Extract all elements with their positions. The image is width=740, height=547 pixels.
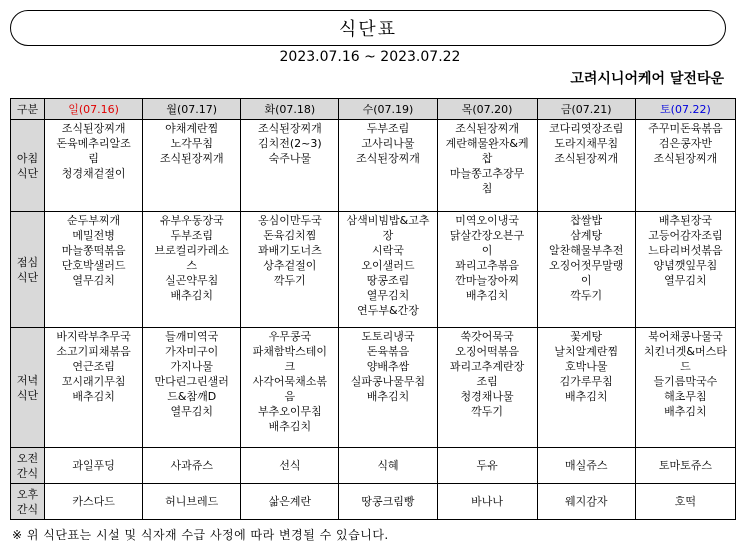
menu-item: 김치전(2~3) [258, 137, 322, 150]
menu-item: 옹심이만두국 [257, 214, 322, 227]
menu-table [10, 98, 736, 520]
menu-item: 청경채겉절이 [61, 167, 126, 180]
menu-item: 부추오이무침 [257, 405, 322, 418]
title-text: 식단표 [338, 19, 398, 40]
menu-item: 장 [382, 229, 394, 242]
menu-item: 해초무침 [664, 390, 707, 403]
meal-label-line: 오전 [16, 451, 39, 465]
menu-item: 고사리나물 [361, 137, 415, 150]
meal-label-line: 식단 [16, 166, 39, 180]
menu-item: 쑥갓어묵국 [460, 330, 514, 343]
menu-item: 만다린그린샐러 [154, 375, 229, 388]
menu-item: 주꾸미돈육볶음 [648, 122, 723, 135]
meal-label-line: 아침 [16, 151, 39, 165]
menu-cell [143, 120, 241, 212]
organization-name: 고려시니어케어 달전타운 [570, 71, 724, 87]
menu-item: 숙주나물 [268, 152, 312, 165]
menu-item: 실파콩나물무침 [350, 375, 426, 388]
menu-item: 시락국 [372, 244, 404, 257]
meal-row-dinner [11, 328, 736, 448]
menu-cell [537, 120, 635, 212]
menu-item: 배추김치 [564, 390, 608, 403]
menu-item: 조식된장찌개 [554, 152, 619, 165]
menu-cell [241, 212, 339, 328]
meal-label-line: 오후 [16, 487, 39, 501]
menu-item: 고등어감자조림 [648, 229, 723, 242]
meal-label-line: 식단 [16, 270, 39, 284]
menu-item: 드&참깨D [167, 390, 217, 403]
snack-item: 바나나 [437, 484, 537, 520]
menu-item: 연두부&간장 [357, 304, 419, 317]
menu-item: 배추김치 [465, 289, 509, 302]
menu-item: 바지락부추무국 [56, 330, 131, 343]
menu-cell [241, 120, 339, 212]
menu-cell [635, 120, 735, 212]
snack-item: 토마토쥬스 [635, 448, 735, 484]
menu-item: 꽃게탕 [570, 330, 603, 343]
menu-cell [45, 328, 143, 448]
menu-item: 단호박샐러드 [61, 259, 126, 272]
menu-item: 알찬해물부추전 [549, 244, 624, 257]
menu-item: 닭살간장오븐구 [449, 229, 525, 242]
day-header-mon: 월(07.17) [143, 99, 241, 120]
day-header-fri: 금(07.21) [537, 99, 635, 120]
snack-item: 사과쥬스 [143, 448, 241, 484]
menu-item: 북어채콩나물국 [648, 330, 723, 343]
meal-label [11, 484, 45, 520]
menu-item: 조식된장찌개 [455, 122, 519, 135]
meal-label [11, 120, 45, 212]
snack-item: 호떡 [635, 484, 735, 520]
menu-item: 날치알계란찜 [554, 345, 619, 358]
menu-item: 연근조림 [72, 360, 115, 373]
day-header-thu: 목(07.20) [437, 99, 537, 120]
menu-item: 양배추쌈 [366, 360, 410, 373]
meal-row-am-snack [11, 448, 736, 484]
menu-item: 삼색비빔밥&고추 [346, 214, 430, 227]
snack-item: 카스다드 [45, 484, 143, 520]
menu-item: 미역오이냉국 [455, 214, 519, 227]
menu-item: 배추김치 [170, 289, 213, 302]
menu-cell [635, 328, 735, 448]
menu-cell [339, 328, 437, 448]
meal-label [11, 212, 45, 328]
menu-item: 브로컬리카레소 [154, 244, 229, 257]
snack-item: 삶은계란 [241, 484, 339, 520]
menu-item: 양념깻잎무침 [653, 259, 718, 272]
menu-cell [437, 212, 537, 328]
menu-item: 메밀전병 [72, 229, 115, 242]
menu-item: 조식된장찌개 [257, 122, 322, 135]
menu-item: 소고기피채볶음 [56, 345, 131, 358]
snack-item: 두유 [437, 448, 537, 484]
menu-item: 실곤약무침 [165, 274, 219, 287]
menu-cell [241, 328, 339, 448]
snack-item: 과일푸딩 [45, 448, 143, 484]
menu-item: 마늘쫑고추장무 [449, 167, 525, 180]
meal-row-lunch [11, 212, 736, 328]
date-range: 2023.07.16 ~ 2023.07.22 [279, 49, 461, 65]
menu-item: 깐마늘장아찌 [455, 274, 519, 287]
page-title [10, 10, 726, 46]
menu-item: 유부우동장국 [159, 214, 224, 227]
menu-item: 열무김치 [170, 405, 213, 418]
menu-cell [437, 328, 537, 448]
menu-item: 가자미구이 [165, 345, 219, 358]
menu-item: 배추김치 [72, 390, 115, 403]
menu-item: 느타리버섯볶음 [648, 244, 723, 257]
menu-item: 돈육볶음 [366, 345, 410, 358]
menu-item: 도라지채무침 [554, 137, 619, 150]
menu-item: 김가루무침 [559, 375, 613, 388]
menu-item: 이 [580, 274, 592, 287]
menu-item: 도토리냉국 [361, 330, 415, 343]
menu-item: 돈육김치찜 [263, 229, 317, 242]
day-header-tue: 화(07.18) [241, 99, 339, 120]
menu-item: 크 [284, 360, 296, 373]
footer-note: ※ 위 식단표는 시설 및 식자재 수급 사정에 따라 변경될 수 있습니다. [12, 528, 389, 542]
snack-item: 허니브레드 [143, 484, 241, 520]
menu-item: 조식된장찌개 [61, 122, 126, 135]
meal-label-line: 간식 [16, 502, 39, 516]
menu-item: 배추김치 [268, 420, 312, 433]
menu-item: 열무김치 [664, 274, 707, 287]
corner-header: 구분 [11, 99, 45, 120]
menu-item: 꼬시래기무침 [61, 375, 126, 388]
snack-item: 선식 [241, 448, 339, 484]
meal-label-line: 식단 [16, 388, 39, 402]
menu-item: 조식된장찌개 [356, 152, 420, 165]
day-header-sat: 토(07.22) [635, 99, 735, 120]
menu-item: 코다리엿장조림 [549, 122, 624, 135]
menu-item: 검은콩자반 [658, 137, 712, 150]
menu-item: 돈육메추리알조 [56, 137, 131, 150]
menu-item: 계란해물완자&케 [445, 137, 529, 150]
menu-item: 청경채나물 [460, 390, 514, 403]
meal-label-line: 저녁 [16, 373, 39, 387]
menu-item: 음 [284, 390, 296, 403]
meal-label-line: 점심 [16, 255, 39, 269]
menu-item: 이 [481, 244, 493, 257]
menu-item: 오징어젓무말랭 [549, 259, 624, 272]
meal-label [11, 448, 45, 484]
menu-item: 마늘쫑떡볶음 [61, 244, 126, 257]
day-header-sun: 일(07.16) [45, 99, 143, 120]
menu-item: 열무김치 [366, 289, 410, 302]
menu-cell [45, 212, 143, 328]
menu-item: 열무김치 [72, 274, 115, 287]
snack-item: 웨지감자 [537, 484, 635, 520]
menu-item: 사각어묵채소볶 [252, 375, 328, 388]
menu-item: 두부조림 [170, 229, 213, 242]
snack-item: 땅콩크림빵 [339, 484, 437, 520]
menu-item: 깍두기 [273, 274, 306, 287]
menu-item: 치킨너겟&머스타 [643, 345, 727, 358]
menu-item: 침 [481, 182, 493, 195]
menu-item: 순두부찌개 [67, 214, 121, 227]
menu-item: 스 [186, 259, 198, 272]
menu-item: 파채함박스테이 [252, 345, 328, 358]
menu-item: 조식된장찌개 [653, 152, 718, 165]
menu-item: 노각무침 [170, 137, 213, 150]
snack-item: 매실쥬스 [537, 448, 635, 484]
menu-item: 땅콩조림 [366, 274, 410, 287]
menu-item: 호박나물 [564, 360, 608, 373]
menu-item: 림 [88, 152, 99, 165]
menu-cell [339, 120, 437, 212]
menu-item: 드 [680, 360, 691, 373]
menu-item: 배추김치 [366, 390, 410, 403]
day-header-row [11, 99, 736, 120]
meal-label [11, 328, 45, 448]
menu-cell [339, 212, 437, 328]
menu-cell [437, 120, 537, 212]
menu-item: 찹 [481, 152, 493, 165]
meal-row-pm-snack [11, 484, 736, 520]
menu-item: 조림 [476, 375, 498, 388]
day-header-wed: 수(07.19) [339, 99, 437, 120]
menu-item: 야채계란찜 [165, 122, 219, 135]
menu-item: 삼계탕 [570, 229, 603, 242]
menu-item: 조식된장찌개 [159, 152, 224, 165]
menu-cell [537, 212, 635, 328]
snack-item: 식혜 [339, 448, 437, 484]
menu-item: 깍두기 [471, 405, 504, 418]
menu-item: 찹쌀밥 [570, 214, 603, 227]
menu-item: 배추김치 [664, 405, 707, 418]
menu-cell [143, 328, 241, 448]
menu-item: 가지나물 [170, 360, 213, 373]
menu-item: 배추된장국 [658, 214, 712, 227]
menu-item: 오이샐러드 [361, 259, 415, 272]
menu-cell [45, 120, 143, 212]
menu-cell [635, 212, 735, 328]
menu-item: 깍두기 [570, 289, 603, 302]
menu-item: 우무콩국 [268, 330, 312, 343]
menu-item: 상추겉절이 [263, 259, 317, 272]
meal-row-breakfast [11, 120, 736, 212]
menu-item: 꽈리고추볶음 [455, 259, 519, 272]
menu-item: 꽈배기도너츠 [257, 244, 322, 257]
meal-label-line: 간식 [16, 466, 39, 480]
menu-cell [537, 328, 635, 448]
menu-item: 꽈리고추계란장 [449, 360, 525, 373]
menu-item: 두부조림 [366, 122, 410, 135]
menu-item: 들기름막국수 [653, 375, 718, 388]
menu-item: 오징어떡볶음 [455, 345, 519, 358]
menu-item: 들깨미역국 [165, 330, 219, 343]
menu-cell [143, 212, 241, 328]
